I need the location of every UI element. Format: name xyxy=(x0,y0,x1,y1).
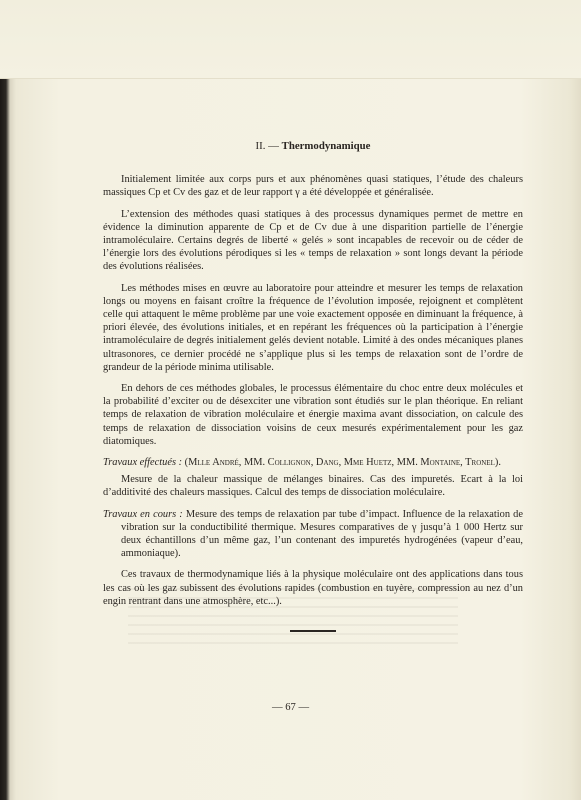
travaux-effectues xyxy=(103,456,523,469)
previous-page-edge xyxy=(0,0,581,79)
section-title: Thermodynamique xyxy=(281,140,371,152)
travaux-en-cours-text: Mesure des temps de relaxation par tube d’impact. Influence de la relaxation de vibration sur la conductibilité thermique. Mesures comparatives de γ jusqu’à 1 000 Hertz sur deux échantillons d’un même gaz, l’un contenant des impuretés hydrogénées (vapeur d’eau, ammoniaque). xyxy=(121,508,523,560)
section-heading xyxy=(103,140,523,153)
section-number: II. — xyxy=(255,140,282,152)
section-end-rule xyxy=(290,630,336,632)
paragraph-2: L’extension des méthodes quasi statiques à des processus dynamiques permet de mettre en évidence la diminution apparente de Cp et de Cv due à une disparition partielle de l’énergie intramoléculaire. Certains degrés de liberté « gelés » sont incapables de recevoir ou de céder de l’énergie lors des évolutions pérodiques si les « temps de relaxation » sont longs devant la période des évolutions réalisées. xyxy=(103,208,523,273)
paragraph-1: Initialement limitée aux corps purs et aux phénomènes quasi statiques, l’étude des chaleurs massiques Cp et Cv des gaz et de leur rapport γ a été développée et généralisée. xyxy=(103,174,523,199)
paragraph-3: Les méthodes mises en œuvre au laboratoire pour atteindre et mesurer les temps de relaxation longs ou moyens en faisant croître la fréquence de l’évolution imposée, rejoignent et complètent celle qui attaquent le même problème par une voie exactement opposée en diminuant la fréquence, à priori élevée, des évolutions initiales, et en repérant les fréquences où la participation à l’énergie intramoléculaire de degrés initialement gelés devient notable. Limité à des ondes mécaniques planes ultrasonores, ce dernier procédé ne s’applique plus si les temps de relaxation sont de l’ordre de grandeur de la période minima utilisable. xyxy=(103,282,523,373)
travaux-en-cours-label: Travaux en cours : xyxy=(103,508,183,520)
travaux-effectues-label: Travaux effectués : xyxy=(103,457,183,469)
document-body xyxy=(103,140,523,632)
closing-paragraph: Ces travaux de thermodynamique liés à la physique moléculaire ont des applications dans tous les cas où les gaz subissent des évolutions rapides (combustion en tuyère, compression au nez d’un engin rentrant dans une atmosphère, etc...). xyxy=(103,569,523,607)
researcher-names: (Mlle André, MM. Collignon, Dang, Mme Huetz, MM. Montaine, Tronel). xyxy=(184,457,501,469)
travaux-en-cours xyxy=(103,508,523,561)
paragraph-4: En dehors de ces méthodes globales, le processus élémentaire du choc entre deux molécules et la probabilité d’exciter ou de désexciter une vibration sont étudiés sur le plan théorique. En reliant temps de relaxation de vibration moléculaire et énergie maxima avant dissociation, on calcule des temps de relaxation de dissociation voisins de ceux mesurés expérimentalement pour les gaz diatomiques. xyxy=(103,383,523,447)
page-number: — 67 — xyxy=(271,702,310,713)
travaux-effectues-text: Mesure de la chaleur massique de mélanges binaires. Cas des impuretés. Ecart à la loi d’additivité des chaleurs massiques. Calcul des temps de dissociation moléculaire. xyxy=(103,474,523,499)
